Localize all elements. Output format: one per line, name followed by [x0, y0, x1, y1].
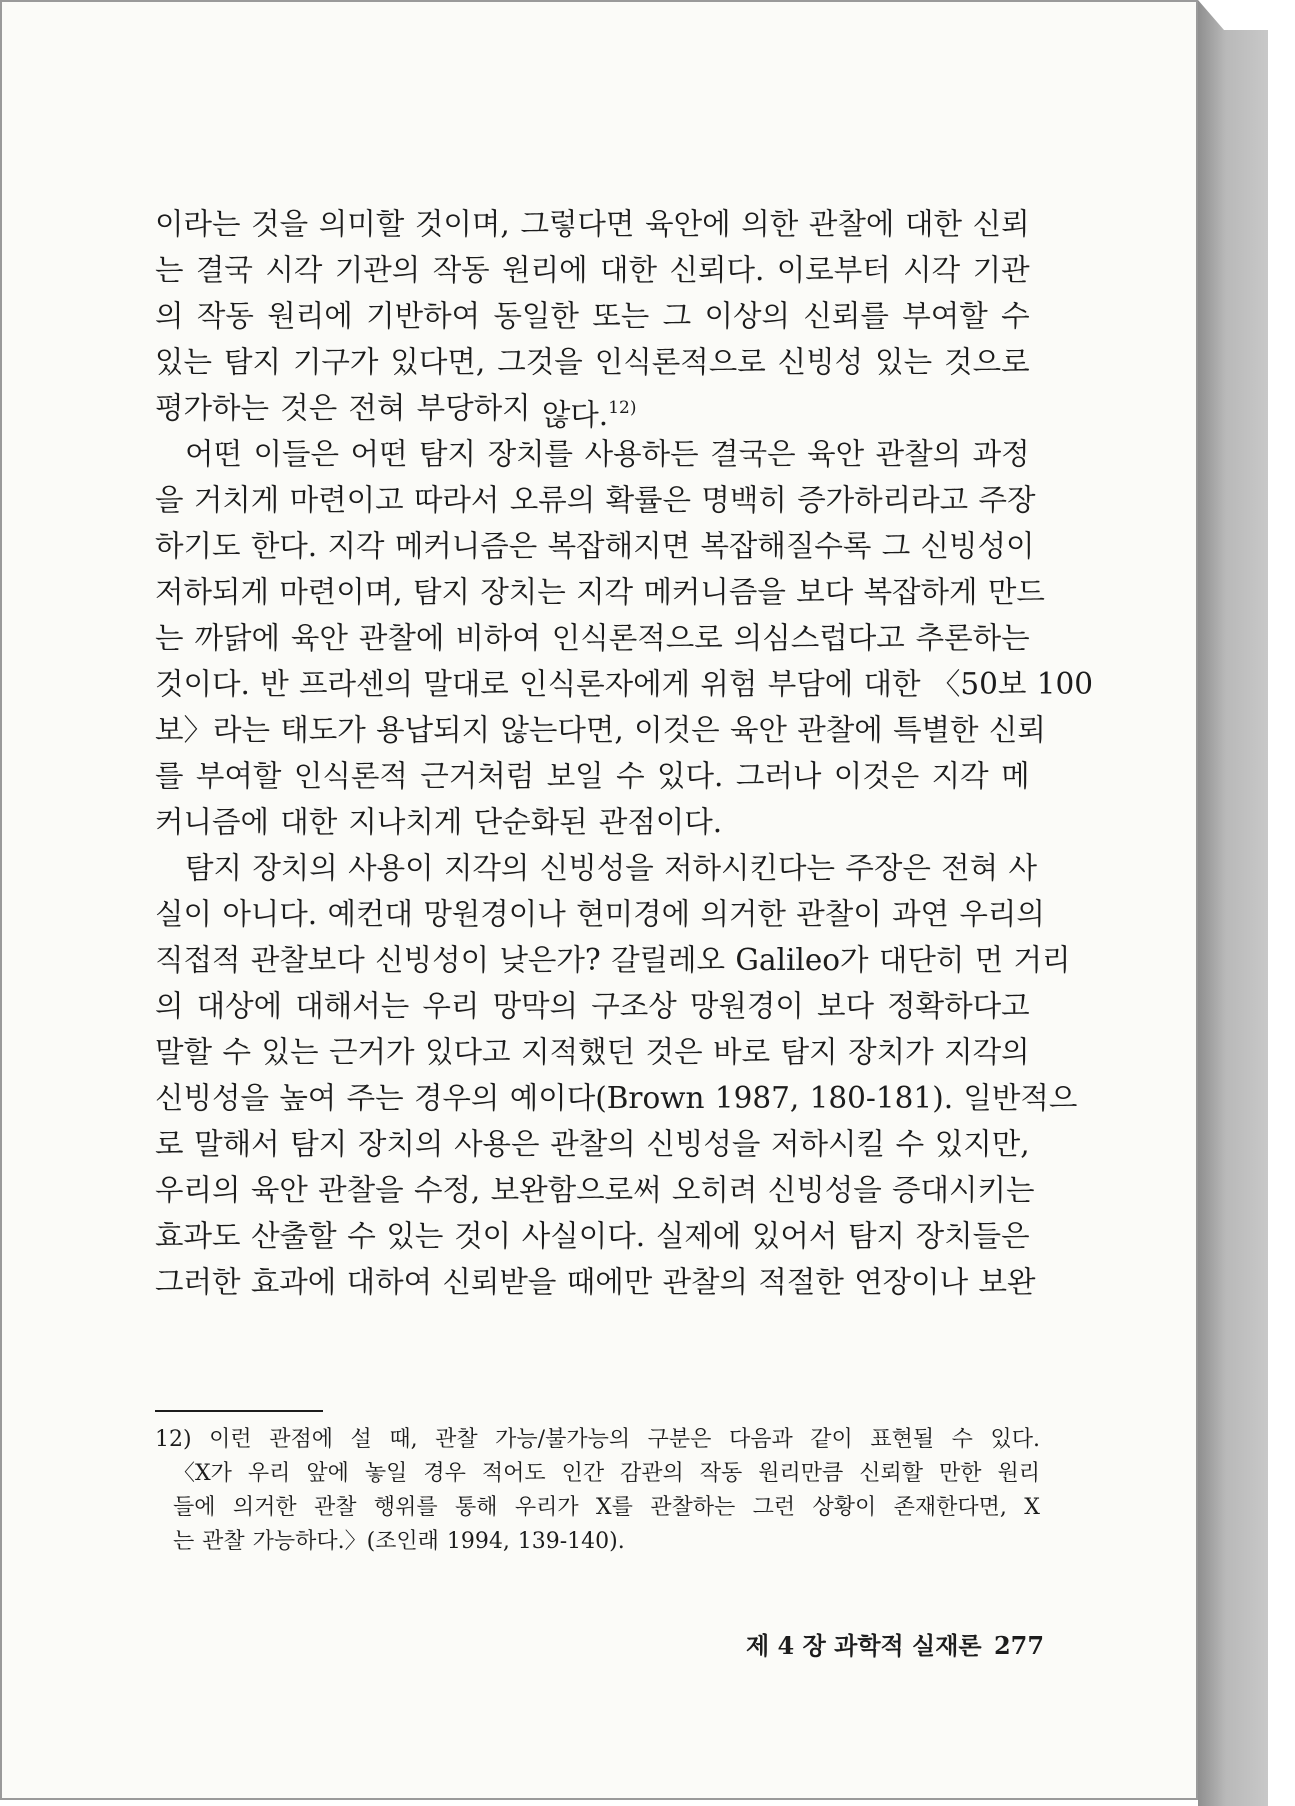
body-line: 있는 탐지 기구가 있다면, 그것을 인식론적으로 신빙성 있는 것으로	[155, 345, 1030, 379]
body-line: 보〉라는 태도가 용납되지 않는다면, 이것은 육안 관찰에 특별한 신뢰	[155, 713, 1046, 747]
body-line: 말할 수 있는 근거가 있다고 지적했던 것은 바로 탐지 장치가 지각의	[155, 1035, 1030, 1069]
footnote-line: 12) 이런 관점에 설 때, 관찰 가능/불가능의 구분은 다음과 같이 표현될 수 있다.	[155, 1427, 1040, 1452]
body-line: 로 말해서 탐지 장치의 사용은 관찰의 신빙성을 저하시킬 수 있지만,	[155, 1127, 1030, 1161]
running-footer	[742, 1626, 1045, 1661]
body-line: 하기도 한다. 지각 메커니즘은 복잡해지면 복잡해질수록 그 신빙성이	[155, 529, 1035, 563]
body-line: 를 부여할 인식론적 근거처럼 보일 수 있다. 그러나 이것은 지각 메	[155, 759, 1030, 793]
body-line: 실이 아니다. 예컨대 망원경이나 현미경에 의거한 관찰이 과연 우리의	[155, 897, 1045, 931]
body-line: 는 까닭에 육안 관찰에 비하여 인식론적으로 의심스럽다고 추론하는	[155, 621, 1030, 655]
body-line: 직접적 관찰보다 신빙성이 낮은가? 갈릴레오 Galileo가 대단히 먼 거리	[155, 943, 1071, 977]
body-line: 우리의 육안 관찰을 수정, 보완함으로써 오히려 신빙성을 증대시키는	[155, 1173, 1035, 1207]
body-line: 효과도 산출할 수 있는 것이 사실이다. 실제에 있어서 탐지 장치들은	[155, 1219, 1030, 1253]
footnote-line: 〈X가 우리 앞에 놓일 경우 적어도 인간 감관의 작동 원리만큼 신뢰할 만한 원리	[173, 1461, 1040, 1486]
page-number: 277	[993, 1631, 1045, 1660]
body-line: 신빙성을 높여 주는 경우의 예이다(Brown 1987, 180-181). 일반적으	[155, 1081, 1078, 1115]
footnote-reference: 12)	[608, 398, 637, 418]
body-line: 것이다. 반 프라센의 말대로 인식론자에게 위험 부담에 대한 〈50보 100	[155, 667, 1094, 701]
body-line: 저하되게 마련이며, 탐지 장치는 지각 메커니즘을 보다 복잡하게 만드	[155, 575, 1045, 609]
chapter-title: 제 4 장 과학적 실재론	[746, 1631, 982, 1660]
body-line: 커니즘에 대한 지나치게 단순화된 관점이다.	[155, 805, 723, 839]
body-line: 어떤 이들은 어떤 탐지 장치를 사용하든 결국은 육안 관찰의 과정	[185, 437, 1030, 471]
body-line: 그러한 효과에 대하여 신뢰받을 때에만 관찰의 적절한 연장이나 보완	[155, 1265, 1036, 1299]
body-line: 이라는 것을 의미할 것이며, 그렇다면 육안에 의한 관찰에 대한 신뢰	[155, 207, 1030, 241]
body-line: 의 대상에 대해서는 우리 망막의 구조상 망원경이 보다 정확하다고	[155, 989, 1030, 1023]
body-line: 는 결국 시각 기관의 작동 원리에 대한 신뢰다. 이로부터 시각 기관	[155, 253, 1030, 287]
body-line: 탐지 장치의 사용이 지각의 신빙성을 저하시킨다는 주장은 전혀 사	[185, 851, 1037, 885]
book-edge	[1198, 0, 1268, 1806]
footnote-line: 들에 의거한 관찰 행위를 통해 우리가 X를 관찰하는 그런 상황이 존재한다면, X	[173, 1495, 1040, 1520]
body-text	[155, 201, 1094, 1305]
footnote-line: 는 관찰 가능하다.〉(조인래 1994, 139-140).	[173, 1529, 625, 1554]
body-line: 평가하는 것은 전혀 부당하지 않다.$^{12)}$	[155, 391, 637, 432]
body-line: 을 거치게 마련이고 따라서 오류의 확률은 명백히 증가하리라고 주장	[155, 483, 1036, 517]
body-line: 의 작동 원리에 기반하여 동일한 또는 그 이상의 신뢰를 부여할 수	[155, 299, 1030, 333]
footnote	[155, 1423, 1040, 1559]
footnote-rule	[155, 1410, 323, 1412]
